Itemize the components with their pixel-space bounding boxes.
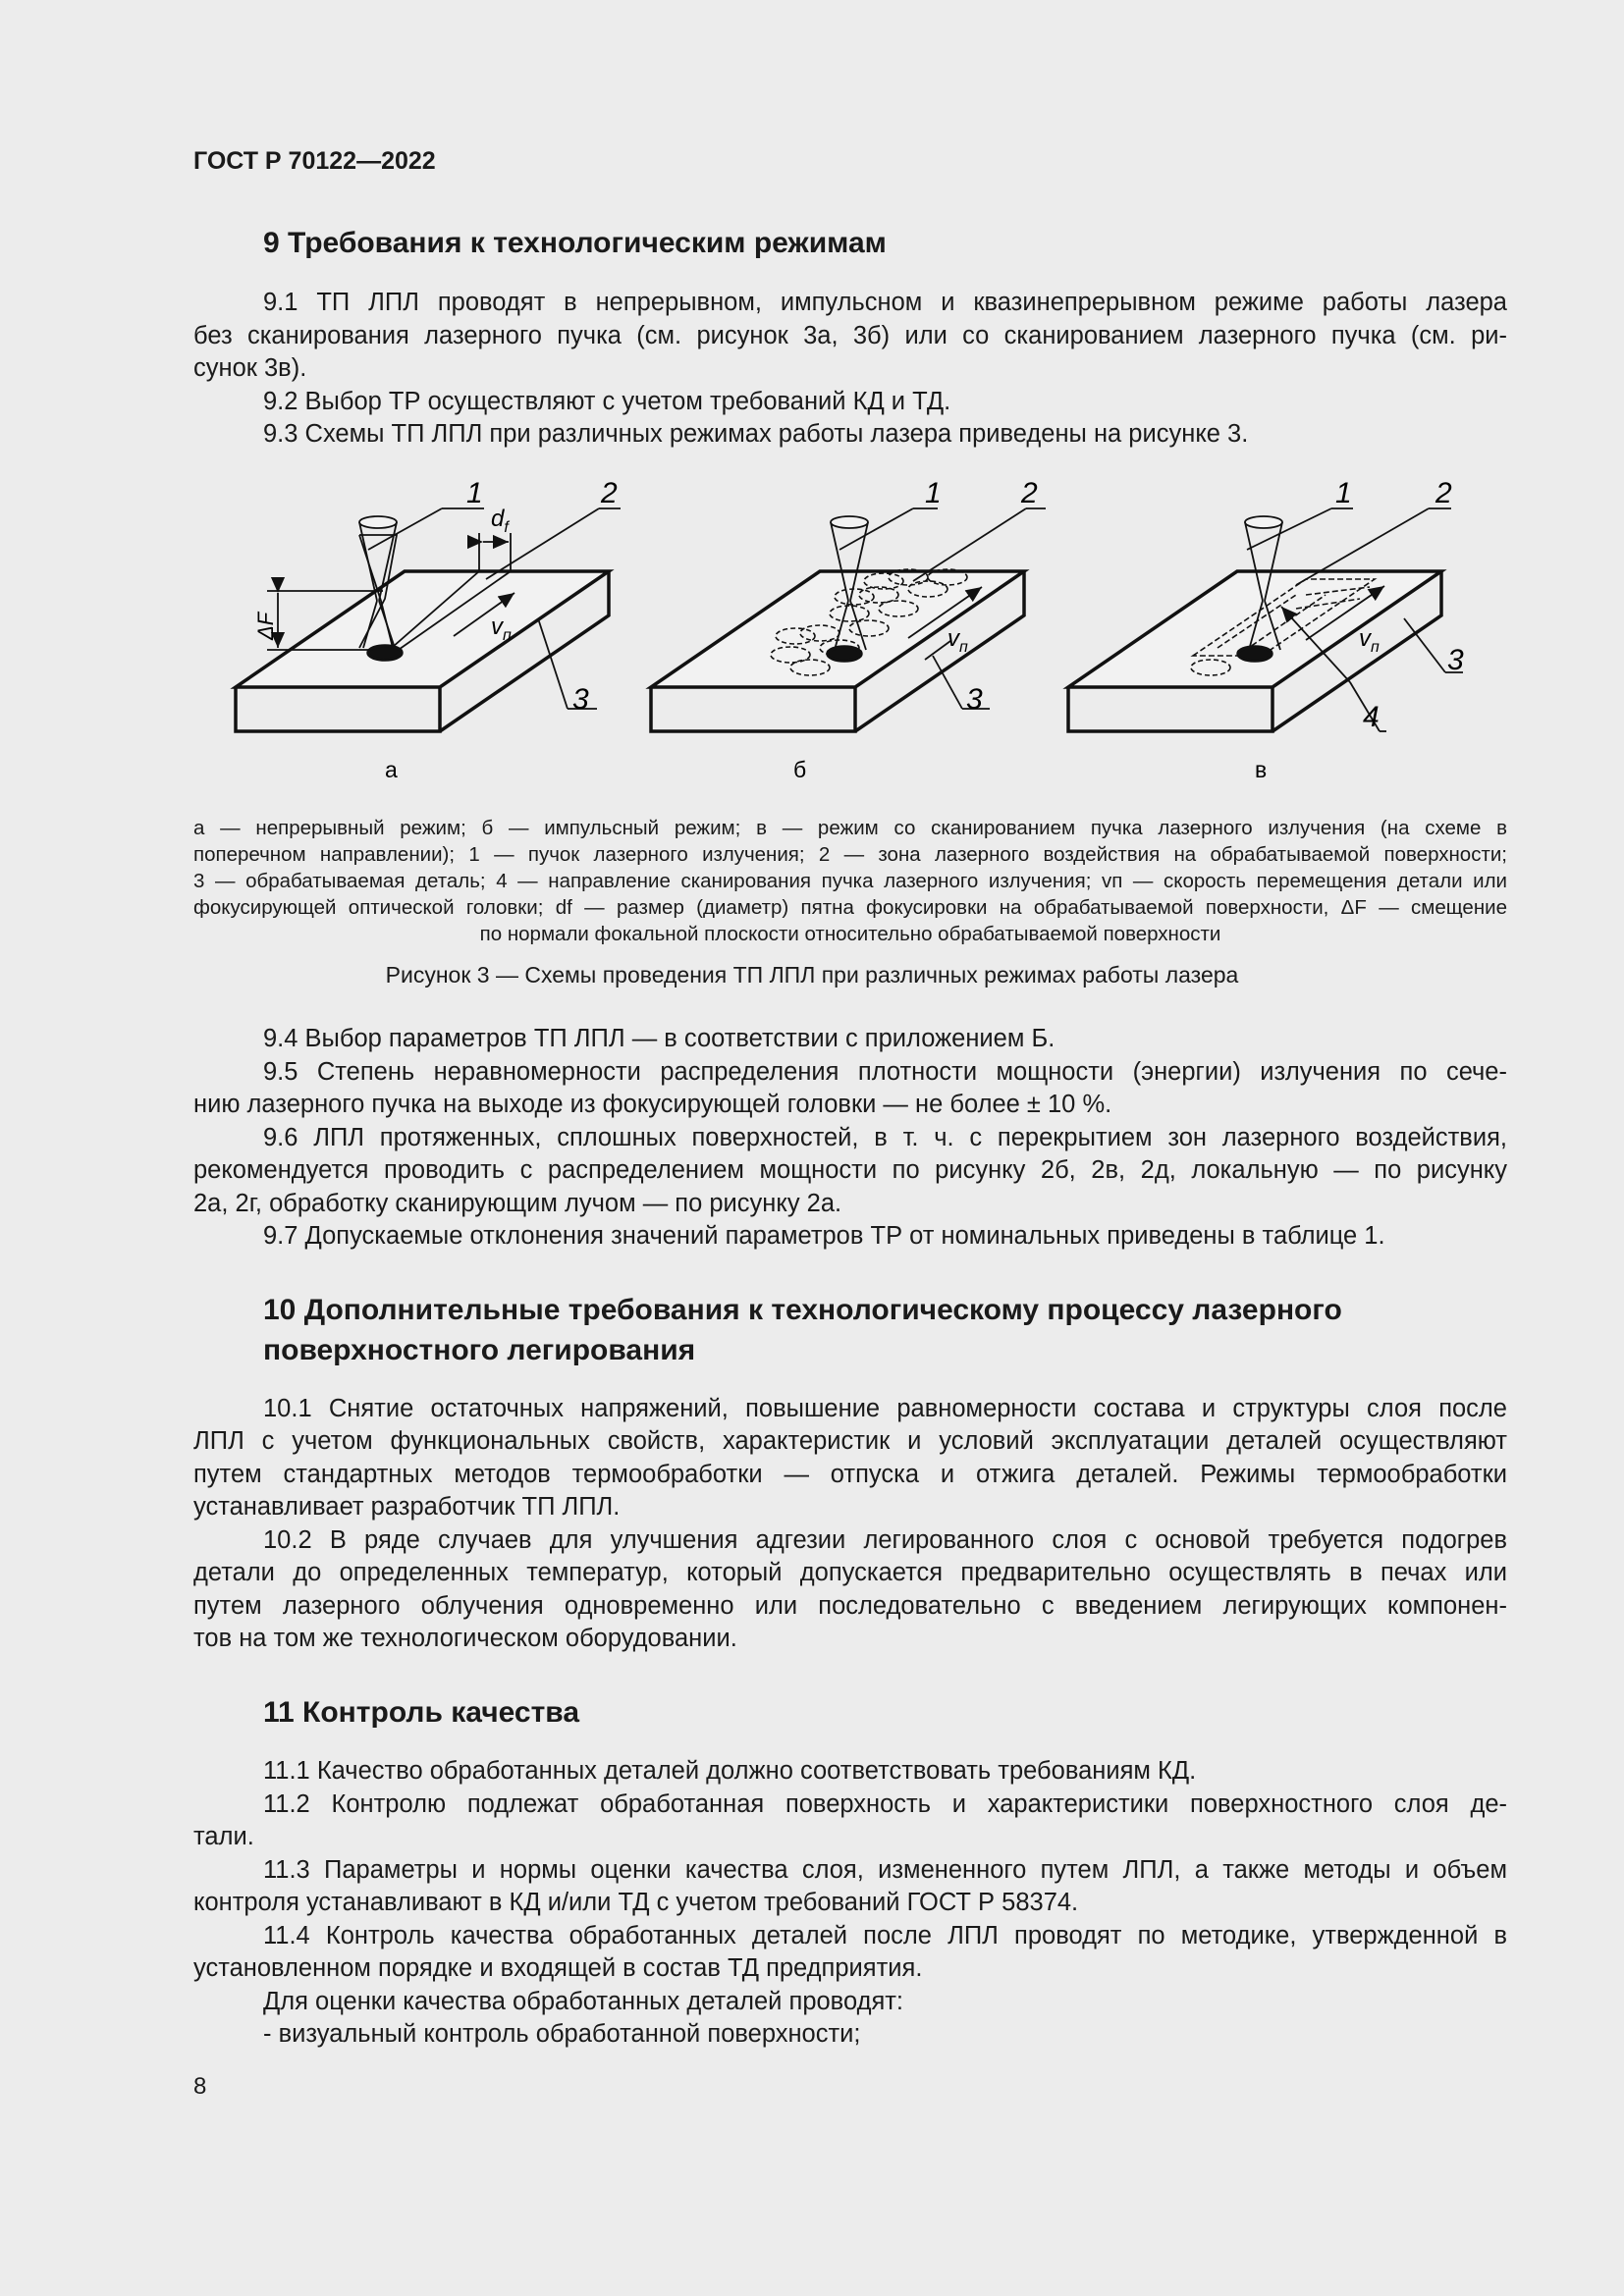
para-9-5-line1: 9.5 Степень неравномерности распределения плотности мощности (энергии) излучения по сече- (263, 1058, 1507, 1086)
panel-label-a: а (385, 757, 398, 782)
section-10-title-line1: 10 Дополнительные требования к технологическому процессу лазерного (263, 1294, 1342, 1326)
section-9-title: 9 Требования к технологическим режимам (263, 227, 887, 259)
para-10-1-line4: устанавливает разработчик ТП ЛПЛ. (193, 1493, 621, 1521)
para-11-2-line2: тали. (193, 1823, 254, 1850)
callout-3-c: 3 (1447, 644, 1464, 676)
panel-c-diagram (1068, 508, 1463, 731)
para-9-5-line2: нию лазерного пучка на выходе из фокусирующей головки — не более ± 10 %. (193, 1091, 1112, 1118)
panel-label-b: б (793, 757, 807, 782)
para-10-2-line3: путем лазерного облучения одновременно или последовательно с введением легирующих компонен- (193, 1592, 1507, 1620)
para-10-1-line1: 10.1 Снятие остаточных напряжений, повышение равномерности состава и структуры слоя после (263, 1395, 1507, 1422)
para-11-3-line2: контроля устанавливают в КД и/или ТД с учетом требований ГОСТ Р 58374. (193, 1889, 1079, 1916)
section-11-title: 11 Контроль качества (263, 1696, 580, 1729)
document-header: ГОСТ Р 70122—2022 (193, 147, 436, 175)
para-9-7: 9.7 Допускаемые отклонения значений параметров ТР от номинальных приведены в таблице 1. (263, 1222, 1385, 1250)
figure-3-diagram (0, 461, 1624, 795)
label-vp-a: $v_п$ (491, 614, 512, 644)
figure-legend-line2: поперечном направлении); 1 — пучок лазерного излучения; 2 — зона лазерного воздействия на обрабатываемой поверхности; (193, 843, 1507, 866)
callout-3-b: 3 (966, 683, 983, 716)
para-11-1: 11.1 Качество обработанных деталей должно соответствовать требованиям КД. (263, 1757, 1197, 1785)
panel-label-c: в (1255, 757, 1268, 782)
para-9-3: 9.3 Схемы ТП ЛПЛ при различных режимах работы лазера приведены на рисунке 3. (263, 420, 1249, 448)
figure-caption: Рисунок 3 — Схемы проведения ТП ЛПЛ при различных режимах работы лазера (385, 962, 1239, 988)
para-9-6-line3: 2а, 2г, обработку сканирующим лучом — по рисунку 2а. (193, 1190, 842, 1217)
figure-legend-line1: а — непрерывный режим; б — импульсный режим; в — режим со сканированием пучка лазерного излучения (на схеме в (193, 817, 1507, 839)
para-9-1-line3: сунок 3в). (193, 354, 307, 382)
callout-1-b: 1 (925, 477, 942, 509)
figure-legend-line5: по нормали фокальной плоскости относительно обрабатываемой поверхности (479, 923, 1221, 945)
callout-2-a: 2 (601, 477, 618, 509)
figure-legend-line3: 3 — обрабатываемая деталь; 4 — направление сканирования пучка лазерного излучения; vп — скорость перемещения детали или (193, 870, 1507, 892)
callout-4-c: 4 (1363, 701, 1380, 733)
callout-2-c: 2 (1435, 477, 1452, 509)
callout-3-a: 3 (572, 683, 589, 716)
page-number: 8 (193, 2073, 207, 2100)
label-df-a: $d_f$ (491, 506, 509, 536)
para-11-intro: Для оценки качества обработанных деталей проводят: (263, 1988, 904, 2015)
para-9-6-line1: 9.6 ЛПЛ протяженных, сплошных поверхностей, в т. ч. с перекрытием зон лазерного воздействия, (263, 1124, 1507, 1151)
para-10-1-line3: путем стандартных методов термообработки — отпуска и отжига деталей. Режимы термообработки (193, 1461, 1507, 1488)
para-10-2-line4: тов на том же технологическом оборудовании. (193, 1625, 737, 1652)
label-vp-c: $v_п$ (1359, 625, 1380, 656)
para-10-1-line2: ЛПЛ с учетом функциональных свойств, характеристик и условий эксплуатации деталей осуществляют (193, 1427, 1507, 1455)
callout-1-c: 1 (1335, 477, 1352, 509)
label-vp-b: $v_п$ (947, 625, 968, 656)
para-11-4-line1: 11.4 Контроль качества обработанных деталей после ЛПЛ проводят по методике, утвержденной в (263, 1922, 1507, 1949)
para-9-4: 9.4 Выбор параметров ТП ЛПЛ — в соответствии с приложением Б. (263, 1025, 1056, 1052)
para-9-1-line2: без сканирования лазерного пучка (см. рисунок 3а, 3б) или со сканированием лазерного пучка (см. ри- (193, 322, 1507, 349)
figure-legend-line4: фокусирующей оптической головки; df — размер (диаметр) пятна фокусировки на обрабатываемой поверхности, ΔF — смещение (193, 896, 1507, 919)
label-delta-f: ΔF (253, 612, 278, 640)
para-10-2-line1: 10.2 В ряде случаев для улучшения адгезии легированного слоя с основой требуется подогрев (263, 1526, 1507, 1554)
panel-b-diagram (651, 508, 1046, 731)
section-10-title-line2: поверхностного легирования (263, 1334, 696, 1366)
panel-a-diagram (236, 508, 621, 731)
para-11-3-line1: 11.3 Параметры и нормы оценки качества слоя, измененного путем ЛПЛ, а также методы и объем (263, 1856, 1507, 1884)
callout-1-a: 1 (466, 477, 483, 509)
callout-2-b: 2 (1021, 477, 1038, 509)
para-11-4-line2: установленном порядке и входящей в состав ТД предприятия. (193, 1954, 923, 1982)
para-9-1-line1: 9.1 ТП ЛПЛ проводят в непрерывном, импульсном и квазинепрерывном режиме работы лазера (263, 289, 1507, 316)
bullet-visual-control: - визуальный контроль обработанной поверхности; (263, 2020, 861, 2048)
para-9-2: 9.2 Выбор ТР осуществляют с учетом требований КД и ТД. (263, 388, 951, 415)
para-11-2-line1: 11.2 Контролю подлежат обработанная поверхность и характеристики поверхностного слоя де- (263, 1790, 1507, 1818)
para-9-6-line2: рекомендуется проводить с распределением мощности по рисунку 2б, 2в, 2д, локальную — по рисунку (193, 1156, 1507, 1184)
para-10-2-line2: детали до определенных температур, который допускается предварительно осуществлять в печах или (193, 1559, 1507, 1586)
